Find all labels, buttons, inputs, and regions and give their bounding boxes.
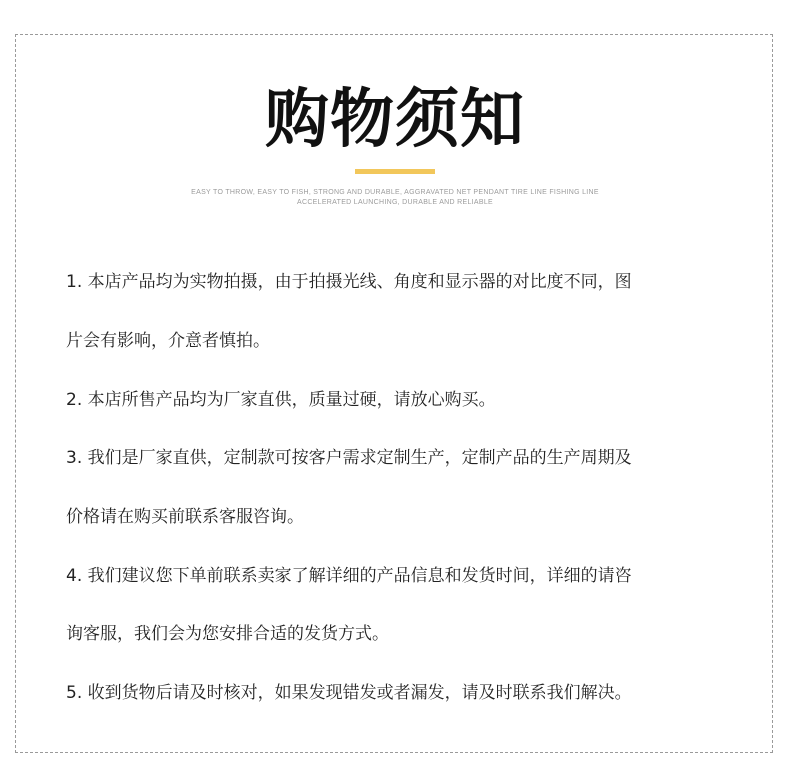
notice-1-line-1: 1. 本店产品均为实物拍摄，由于拍摄光线、角度和显示器的对比度不同，图 bbox=[66, 272, 632, 292]
notice-1-line-2: 片会有影响，介意者慎拍。 bbox=[66, 331, 270, 351]
notice-5: 5. 收到货物后请及时核对，如果发现错发或者漏发，请及时联系我们解决。 bbox=[66, 683, 632, 703]
subtitle-line-1: EASY TO THROW, EASY TO FISH, STRONG AND DURABLE, AGGRAVATED NET PENDANT TIRE LINE FISHING LINE bbox=[191, 189, 599, 196]
page-title: 购物须知 bbox=[265, 83, 525, 157]
notice-3-line-2: 价格请在购买前联系客服咨询。 bbox=[66, 507, 304, 527]
notice-2: 2. 本店所售产品均为厂家直供，质量过硬，请放心购买。 bbox=[66, 390, 496, 410]
notice-3-line-1: 3. 我们是厂家直供，定制款可按客户需求定制生产，定制产品的生产周期及 bbox=[66, 448, 632, 468]
notice-4-line-1: 4. 我们建议您下单前联系卖家了解详细的产品信息和发货时间，详细的请咨 bbox=[66, 566, 632, 586]
title-accent-bar bbox=[355, 169, 435, 174]
notice-4-line-2: 询客服，我们会为您安排合适的发货方式。 bbox=[66, 624, 389, 644]
subtitle-line-2: ACCELERATED LAUNCHING, DURABLE AND RELIABLE bbox=[297, 199, 493, 206]
